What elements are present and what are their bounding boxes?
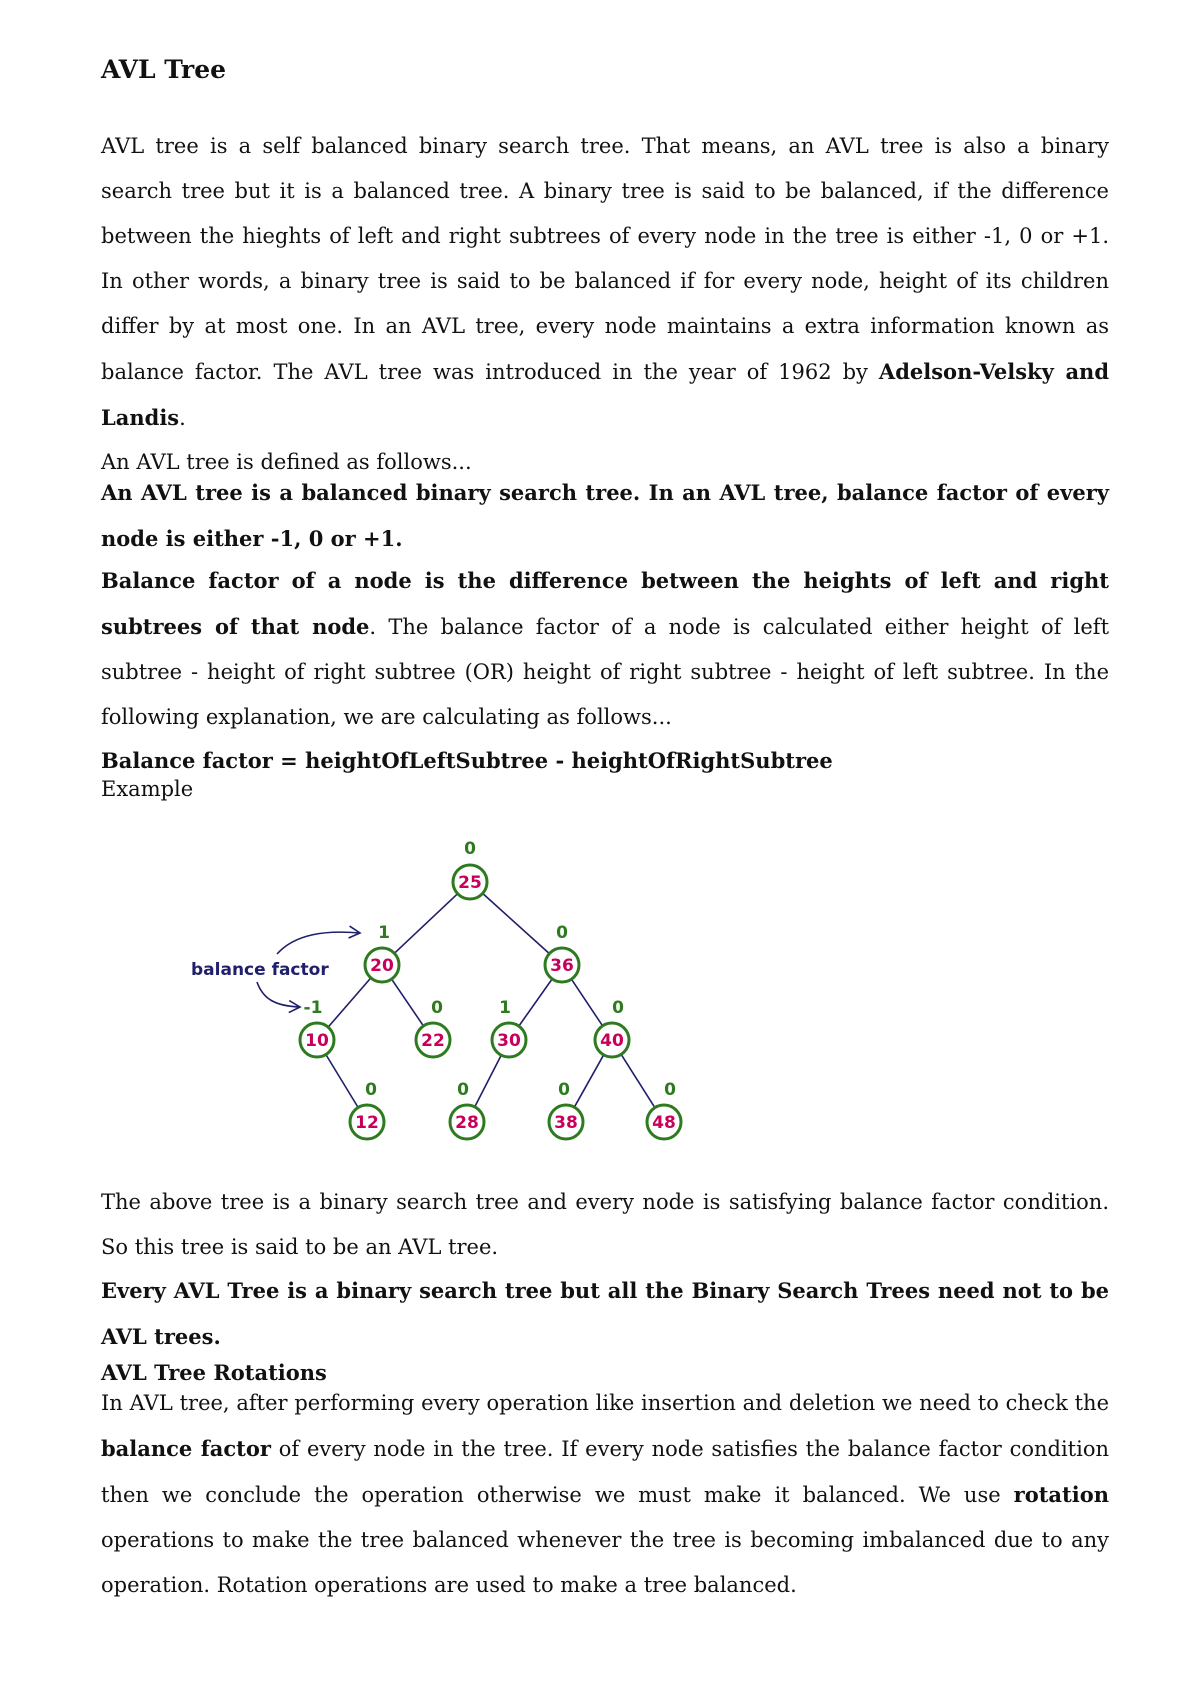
node-key: 48	[652, 1113, 676, 1133]
defined-intro: An AVL tree is defined as follows...	[101, 450, 472, 474]
tree-node-48	[647, 1080, 681, 1139]
example-label: Example	[101, 777, 194, 801]
tree-node-30	[492, 998, 526, 1057]
node-key: 22	[421, 1031, 445, 1051]
tree-node-10	[300, 998, 334, 1057]
intro-end: .	[179, 406, 186, 430]
node-key: 12	[355, 1113, 379, 1133]
balance-factor-annotation: balance factor	[191, 960, 329, 980]
intro-text: AVL tree is a self balanced binary search tree. That means, an AVL tree is also a binary search tree but it is a balanced tree. A binary tree is said to be balanced, if the difference between the hieghts of left and right subtrees of every node in the tree is either -1, 0 or +1. In other words, a binary tree is said to be balanced if for every node, height of its children differ by at most one. In an AVL tree, every node maintains a extra information known as balance factor. The AVL tree was introduced in the year of 1962 by	[101, 134, 1109, 384]
tree-node-25	[453, 839, 487, 899]
tree-edge-40-38	[574, 1055, 603, 1107]
node-balance-factor: 0	[365, 1080, 377, 1100]
formula-text: Balance factor = heightOfLeftSubtree - heightOfRightSubtree	[101, 748, 833, 773]
tree-node-12	[350, 1080, 384, 1139]
rotations-heading: AVL Tree Rotations	[101, 1360, 327, 1385]
rotations-bold-balance-factor: balance factor	[101, 1436, 271, 1461]
node-key: 28	[455, 1113, 479, 1133]
avl-tree-figure	[175, 834, 735, 1154]
node-balance-factor: 0	[464, 839, 476, 859]
tree-node-28	[450, 1080, 484, 1139]
rotations-text-2: of every node in the tree. If every node satisfies the balance factor condition then we conclude the operation otherwise we must make it balanced. We use	[101, 1437, 1109, 1507]
node-key: 10	[305, 1031, 329, 1051]
tree-node-36	[545, 923, 579, 982]
annotation-arrow-upper	[277, 932, 360, 954]
intro-paragraph	[101, 124, 1109, 441]
after-figure-paragraph: The above tree is a binary search tree and every node is satisfying balance factor condition. So this tree is said to be an AVL tree.	[101, 1190, 1109, 1259]
balance-factor-explanation: . The balance factor of a node is calculated either height of left subtree - height of right subtree (OR) height of right subtree - height of left subtree. In the following explanation, we are calculating as follows...	[101, 615, 1110, 729]
rotations-text-1: In AVL tree, after performing every operation like insertion and deletion we need to check the	[101, 1391, 1109, 1415]
rotations-text-3: operations to make the tree balanced whenever the tree is becoming imbalanced due to any operation. Rotation operations are used to make a tree balanced.	[101, 1528, 1109, 1597]
balance-factor-definition: Balance factor of a node is the difference between the heights of left and right subtrees of that node	[101, 568, 1109, 639]
node-key: 20	[370, 956, 394, 976]
node-key: 25	[458, 873, 482, 893]
balance-factor-paragraph	[101, 558, 1109, 740]
node-balance-factor: 0	[556, 923, 568, 943]
tree-node-20	[365, 923, 399, 982]
node-balance-factor: 1	[499, 998, 511, 1018]
tree-edge-36-40	[571, 979, 602, 1026]
tree-edge-36-30	[519, 979, 552, 1026]
tree-edge-25-36	[483, 893, 550, 953]
tree-edge-20-10	[328, 978, 371, 1027]
node-balance-factor: 1	[378, 923, 390, 943]
node-balance-factor: 0	[612, 998, 624, 1018]
every-avl-statement	[101, 1268, 1109, 1360]
node-balance-factor: 0	[431, 998, 443, 1018]
tree-edge-30-28	[475, 1055, 502, 1107]
tree-edge-20-22	[392, 979, 424, 1026]
intro-authors: Adelson-Velsky and Landis	[101, 359, 1110, 430]
node-balance-factor: 0	[664, 1080, 676, 1100]
node-balance-factor: -1	[303, 998, 323, 1018]
tree-edge-25-20	[394, 894, 457, 954]
avl-definition	[101, 470, 1109, 562]
tree-node-38	[549, 1080, 583, 1139]
node-key: 40	[600, 1031, 624, 1051]
tree-node-22	[416, 998, 450, 1057]
node-balance-factor: 0	[558, 1080, 570, 1100]
page-title: AVL Tree	[101, 55, 227, 84]
node-balance-factor: 0	[457, 1080, 469, 1100]
rotations-paragraph	[101, 1381, 1109, 1608]
node-key: 36	[550, 956, 574, 976]
rotations-bold-rotation: rotation	[1013, 1482, 1109, 1507]
node-key: 30	[497, 1031, 521, 1051]
tree-edge-10-12	[326, 1055, 358, 1108]
tree-edge-40-48	[621, 1054, 655, 1107]
every-avl-text: Every AVL Tree is a binary search tree but all the Binary Search Trees need not to be AVL trees.	[101, 1278, 1109, 1349]
node-key: 38	[554, 1113, 578, 1133]
annotation-arrow-lower	[257, 982, 300, 1007]
tree-node-40	[595, 998, 629, 1057]
avl-definition-text: An AVL tree is a balanced binary search tree. In an AVL tree, balance factor of every node is either -1, 0 or +1.	[101, 480, 1109, 551]
formula	[101, 746, 1109, 776]
